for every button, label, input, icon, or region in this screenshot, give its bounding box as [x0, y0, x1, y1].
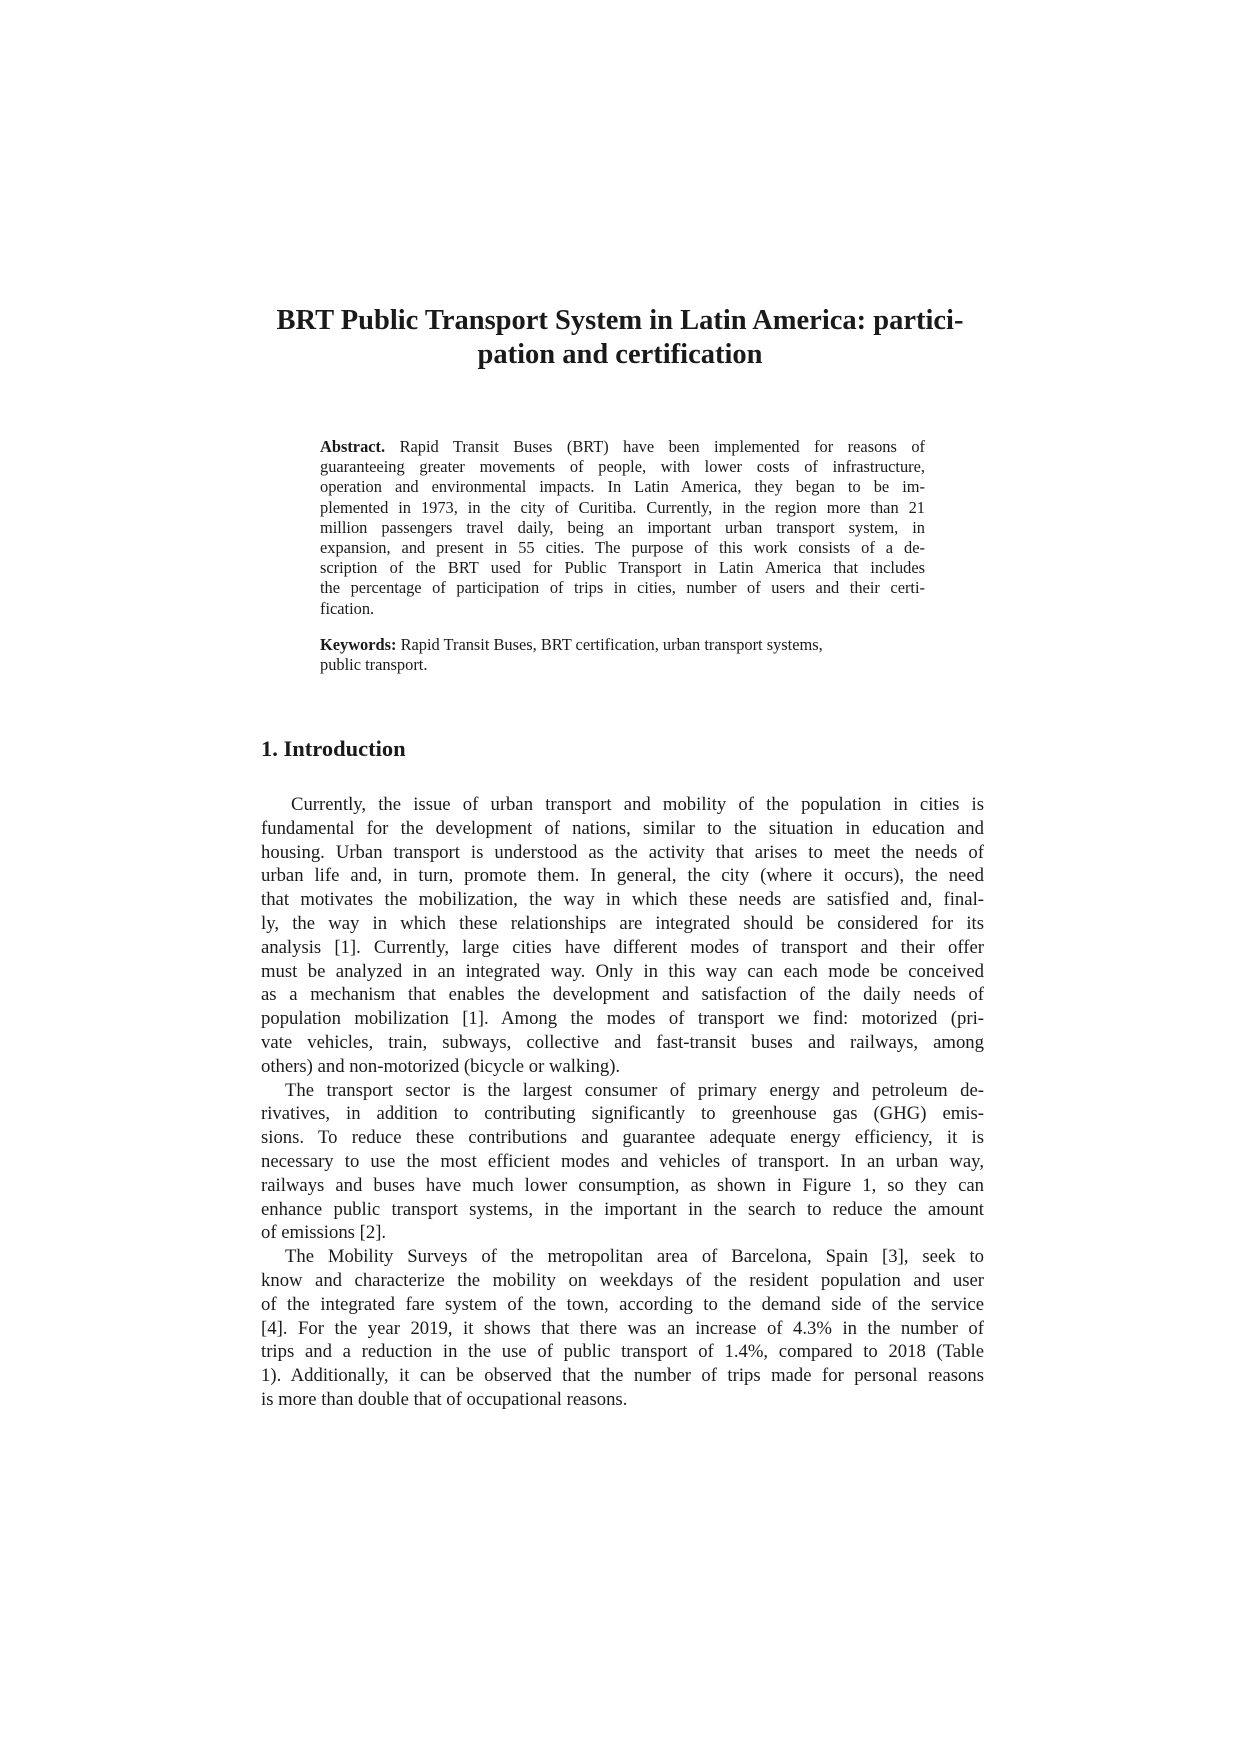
body-paragraph: [261, 1245, 984, 1412]
body-line: [4]. For the year 2019, it shows that there was an increase of 4.3% in the number of: [261, 1317, 984, 1339]
abstract-line: million passengers travel daily, being an important urban transport system, in: [320, 517, 925, 537]
keywords-line: Keywords: Rapid Transit Buses, BRT certification, urban transport systems,: [320, 634, 823, 654]
body-line: necessary to use the most efficient modes and vehicles of transport. In an urban way,: [261, 1150, 984, 1172]
body-line: vate vehicles, train, subways, collective and fast-transit buses and railways, among: [261, 1031, 984, 1053]
abstract-line: fication.: [320, 598, 375, 618]
abstract-line: guaranteeing greater movements of people, with lower costs of infrastructure,: [320, 457, 925, 477]
body-line: rivatives, in addition to contributing significantly to greenhouse gas (GHG) emis-: [261, 1103, 984, 1125]
title-line: BRT Public Transport System in Latin America: partici-: [276, 305, 964, 336]
abstract-line: scription of the BRT used for Public Transport in Latin America that includes: [320, 558, 925, 578]
abstract-paragraph: [320, 437, 925, 619]
body-line: trips and a reduction in the use of public transport of 1.4%, compared to 2018 (Table: [261, 1341, 984, 1363]
body-line: ly, the way in which these relationships are integrated should be considered for its: [261, 912, 984, 934]
body-line: as a mechanism that enables the development and satisfaction of the daily needs of: [261, 984, 984, 1006]
abstract-line: expansion, and present in 55 cities. The purpose of this work consists of a de-: [320, 538, 925, 558]
body-paragraph: [261, 793, 984, 1079]
body-line: of the integrated fare system of the town, according to the demand side of the service: [261, 1293, 984, 1315]
body-line: Currently, the issue of urban transport and mobility of the population in cities is: [291, 794, 984, 815]
body-line: must be analyzed in an integrated way. Only in this way can each mode be conceived: [261, 960, 984, 982]
body-line: sions. To reduce these contributions and guarantee adequate energy efficiency, it is: [261, 1127, 984, 1149]
abstract-block: [320, 437, 925, 675]
abstract-label: Abstract.: [320, 437, 386, 456]
body-line: The Mobility Surveys of the metropolitan area of Barcelona, Spain [3], seek to: [285, 1246, 984, 1268]
section-heading: 1. Introduction: [261, 736, 406, 761]
body-line: of emissions [2].: [261, 1222, 387, 1244]
body-line: analysis [1]. Currently, large cities have different modes of transport and their offer: [261, 936, 984, 958]
keywords-label: Keywords:: [320, 634, 397, 654]
body-line: that motivates the mobilization, the way in which these needs are satisfied and, final-: [261, 889, 984, 911]
body-line: enhance public transport systems, in the important in the search to reduce the amount: [261, 1198, 984, 1220]
abstract-line: operation and environmental impacts. In Latin America, they began to be im-: [320, 477, 925, 497]
body-line: others) and non-motorized (bicycle or walking).: [261, 1055, 621, 1077]
body-paragraph: [261, 1079, 984, 1246]
body-line: The transport sector is the largest consumer of primary energy and petroleum de-: [285, 1079, 984, 1101]
title-line: pation and certification: [477, 339, 763, 370]
body-line: population mobilization [1]. Among the modes of transport we find: motorized (pri-: [261, 1008, 984, 1030]
abstract-line: the percentage of participation of trips in cities, number of users and their certi-: [320, 578, 925, 598]
body-line: know and characterize the mobility on weekdays of the resident population and user: [261, 1269, 984, 1291]
keywords-paragraph: [320, 635, 925, 675]
body-line: railways and buses have much lower consumption, as shown in Figure 1, so they can: [261, 1174, 984, 1196]
paper-title: [240, 304, 1000, 372]
body-line: is more than double that of occupational reasons.: [261, 1388, 628, 1410]
abstract-line: plemented in 1973, in the city of Curitiba. Currently, in the region more than 21: [320, 497, 925, 517]
body-line: 1). Additionally, it can be observed that the number of trips made for personal reasons: [261, 1365, 984, 1387]
keywords-line: public transport.: [320, 655, 428, 675]
body-line: fundamental for the development of nations, similar to the situation in education and: [261, 817, 984, 839]
body-line: urban life and, in turn, promote them. In general, the city (where it occurs), the need: [261, 865, 984, 887]
abstract-line: Abstract. Rapid Transit Buses (BRT) have been implemented for reasons of: [320, 437, 925, 456]
body-line: housing. Urban transport is understood as the activity that arises to meet the needs of: [261, 841, 984, 863]
section-body: [261, 793, 984, 1412]
